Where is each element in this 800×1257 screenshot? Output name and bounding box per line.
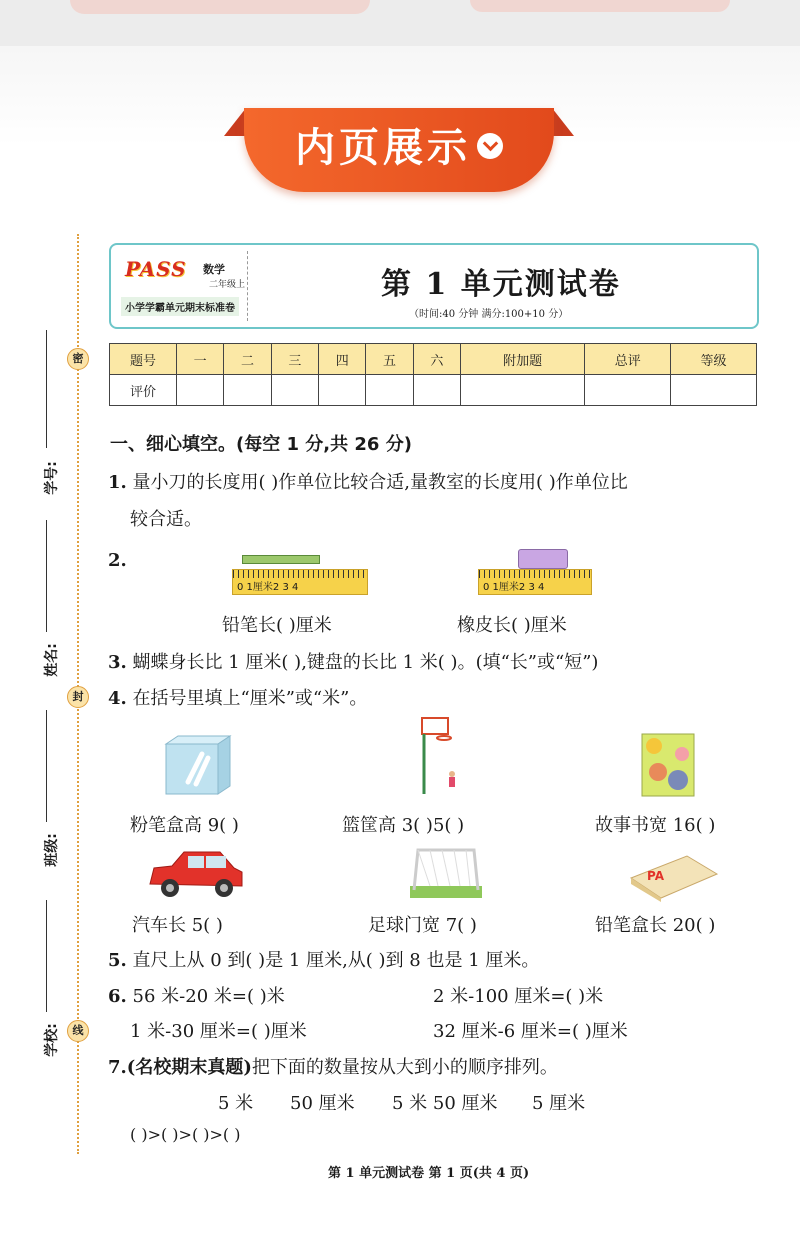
pencil-case-icon [627, 852, 719, 902]
score-cell[interactable] [366, 375, 413, 406]
question-number: 6. [108, 986, 127, 1007]
field-line [46, 520, 47, 632]
score-cell[interactable] [271, 375, 318, 406]
value-item: 5 米 [218, 1093, 254, 1114]
question-text: 较合适。 [130, 509, 202, 530]
table-header: 题号 [110, 344, 177, 375]
subject: 数学 [203, 263, 225, 276]
field-line [46, 900, 47, 1012]
seal-feng: 封 [67, 686, 89, 708]
value-item: 5 厘米 [532, 1093, 586, 1114]
eraser-icon [518, 549, 568, 569]
field-line [46, 710, 47, 822]
banner-pill[interactable] [244, 108, 554, 192]
ruler-ticks [479, 570, 591, 578]
score-cell[interactable] [671, 375, 757, 406]
seal-mi: 密 [67, 348, 89, 370]
question-tag: (名校期末真题) [126, 1057, 252, 1078]
question-text: 32 厘米-6 厘米=( )厘米 [433, 1021, 628, 1042]
grade: 二年级上 [209, 280, 246, 290]
table-row [110, 344, 757, 375]
value-item: 5 米 50 厘米 [392, 1093, 498, 1114]
ruler-with-pencil [232, 543, 368, 597]
banner-ear [552, 108, 574, 136]
score-table [109, 343, 757, 406]
question-6 [108, 982, 285, 1008]
question-text: 直尺上从 0 到( )是 1 厘米,从( )到 8 也是 1 厘米。 [132, 950, 540, 971]
story-book-icon [640, 732, 696, 798]
table-header: 五 [366, 344, 413, 375]
table-header: 一 [177, 344, 224, 375]
exam-meta: （时间:40 分钟 满分:100+10 分） [409, 309, 569, 320]
measure-item: 铅笔盒长 20( ) [595, 915, 716, 936]
question-text: 量小刀的长度用( )作单位比较合适,量教室的长度用( )作单位比 [132, 472, 628, 493]
divider [247, 251, 248, 321]
basketball-hoop-icon [418, 716, 462, 796]
ruler-numbers: 0 1厘米2 3 4 [483, 582, 545, 593]
table-header: 六 [413, 344, 460, 375]
table-header: 三 [271, 344, 318, 375]
banner-ear [224, 108, 246, 136]
question-text: 在括号里填上“厘米”或“米”。 [132, 688, 368, 709]
question-number: 1. [108, 472, 127, 493]
svg-text:PA: PA [647, 869, 664, 883]
car-icon [144, 846, 246, 898]
score-cell[interactable] [224, 375, 271, 406]
row-label: 评价 [110, 375, 177, 406]
ruler-ticks [233, 570, 367, 578]
field-line [46, 330, 47, 448]
decor-blob [70, 0, 370, 14]
measure-item: 篮筐高 3( )5( ) [342, 815, 465, 836]
question-number: 4. [108, 688, 127, 709]
banner [224, 108, 574, 198]
top-band [0, 0, 800, 46]
score-cell[interactable] [319, 375, 366, 406]
decor-blob [470, 0, 730, 12]
table-header: 附加题 [461, 344, 585, 375]
soccer-goal-icon [410, 846, 482, 898]
table-header: 等级 [671, 344, 757, 375]
banner-title: 内页展示 [295, 125, 471, 171]
page-title: 第 1 单元测试卷 [381, 267, 621, 302]
question-text: 把下面的数量按从大到小的顺序排列。 [251, 1057, 558, 1078]
question-number: 2. [108, 550, 127, 571]
question-2 [108, 550, 127, 571]
question-3 [108, 648, 598, 674]
question-1 [108, 468, 628, 494]
pencil-icon [242, 555, 320, 564]
section-title: 一、细心填空。(每空 1 分,共 26 分) [110, 434, 412, 455]
field-label: 学校: [43, 1023, 60, 1057]
order-answer-line: ( )>( )>( )>( ) [130, 1125, 241, 1144]
paper-header [109, 243, 759, 329]
question-text: 1 米-30 厘米=( )厘米 [130, 1021, 307, 1042]
field-label: 学号: [43, 461, 60, 495]
ruler-with-eraser [478, 543, 592, 597]
question-text: 蝴蝶身长比 1 厘米( ),键盘的长比 1 米( )。(填“长”或“短”) [132, 652, 599, 673]
question-5 [108, 946, 539, 972]
chevron-down-icon[interactable] [477, 133, 503, 159]
seal-xian: 线 [67, 1020, 89, 1042]
measure-item: 足球门宽 7( ) [368, 915, 477, 936]
ruler-icon [232, 569, 368, 595]
score-cell[interactable] [461, 375, 585, 406]
pass-logo: PASS [125, 257, 187, 281]
question-number: 5. [108, 950, 127, 971]
score-cell[interactable] [177, 375, 224, 406]
question-text: 2 米-100 厘米=( )米 [433, 986, 604, 1007]
score-cell[interactable] [413, 375, 460, 406]
measure-item: 汽车长 5( ) [132, 915, 223, 936]
answer-line: 橡皮长( )厘米 [457, 615, 567, 636]
table-header: 四 [319, 344, 366, 375]
question-number: 3. [108, 652, 127, 673]
ruler-numbers: 0 1厘米2 3 4 [237, 582, 299, 593]
chalk-box-icon [162, 734, 234, 796]
page-footer: 第 1 单元测试卷 第 1 页(共 4 页) [328, 1166, 530, 1181]
measure-item: 粉笔盒高 9( ) [130, 815, 239, 836]
field-label: 姓名: [43, 643, 60, 677]
field-label: 班级: [43, 833, 60, 867]
table-header: 二 [224, 344, 271, 375]
table-header: 总评 [585, 344, 671, 375]
question-4 [108, 684, 367, 710]
question-number: 7. [108, 1057, 127, 1078]
answer-line: 铅笔长( )厘米 [222, 615, 332, 636]
measure-item: 故事书宽 16( ) [595, 815, 716, 836]
question-text: 56 米-20 米=( )米 [132, 986, 285, 1007]
series-name: 小学学霸单元期末标准卷 [121, 297, 239, 316]
score-cell[interactable] [585, 375, 671, 406]
ruler-icon [478, 569, 592, 595]
table-row [110, 375, 757, 406]
question-7 [108, 1053, 558, 1079]
value-item: 50 厘米 [290, 1093, 355, 1114]
